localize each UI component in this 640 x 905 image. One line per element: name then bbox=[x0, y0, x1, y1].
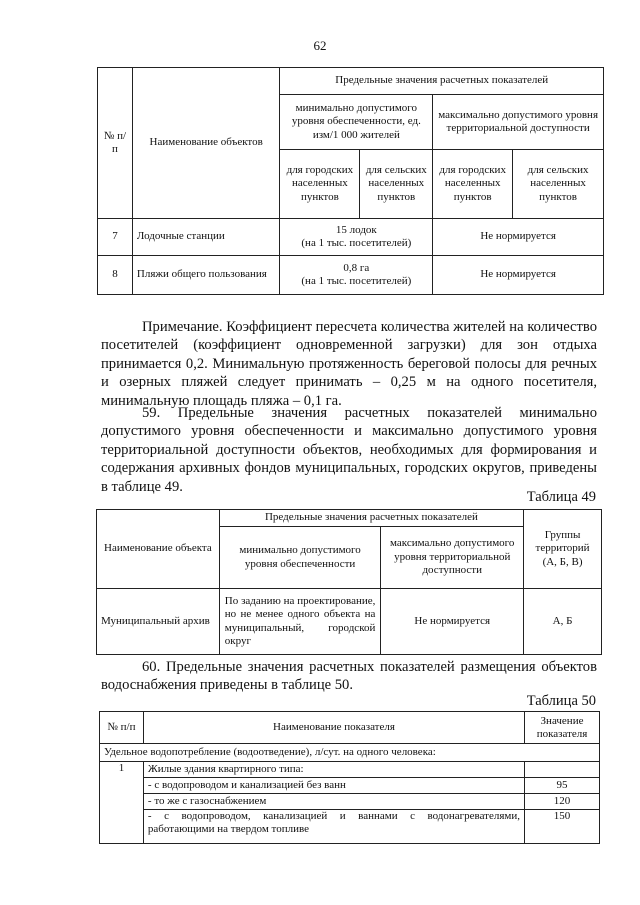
item-value bbox=[525, 762, 600, 778]
table-row bbox=[100, 778, 600, 794]
note-paragraph: Примечание. Коэффициент пересчета количества жителей на количество посетителей (коэффициент одновременной загрузки) для зон отдыха принимается 0,2. Минимальную протяженность береговой полосы для речных и озерных пляжей следует принимать – 0,25 м на одного посетителя, минимальную площадь пляжа – 0,1 га. bbox=[101, 319, 597, 409]
row-min-value-line2: (на 1 тыс. посетителей) bbox=[301, 237, 412, 249]
header-rural-2: для сельских населенных пунктов bbox=[513, 150, 604, 219]
archive-table-49 bbox=[96, 509, 602, 655]
header-number: № п/п bbox=[100, 712, 144, 744]
page-number: 62 bbox=[313, 38, 327, 53]
table-row bbox=[98, 256, 604, 295]
table-row bbox=[97, 589, 602, 655]
table-49-caption: Таблица 49 bbox=[526, 489, 596, 505]
row-number: 7 bbox=[98, 219, 133, 256]
row-min-value-line1: 0,8 га bbox=[343, 261, 370, 274]
row-max-value: Не нормируется bbox=[433, 256, 604, 295]
row-object-name: Пляжи общего пользования bbox=[132, 256, 280, 295]
table-row bbox=[98, 219, 604, 256]
row-object-name: Муниципальный архив bbox=[97, 589, 220, 655]
header-territory-groups: Группы территорий (А, Б, В) bbox=[524, 510, 602, 589]
header-urban-2: для городских населенных пунктов bbox=[433, 150, 513, 219]
water-supply-table-50 bbox=[99, 711, 600, 844]
row-max-value: Не нормируется bbox=[433, 219, 604, 256]
header-object-name: Наименование объекта bbox=[97, 510, 220, 589]
header-min-provision: минимально допустимого уровня обеспеченности bbox=[219, 527, 381, 589]
paragraph-59: 59. Предельные значения расчетных показателей минимально допустимого уровня обеспеченности и максимально допустимого уровня территориальной доступности объектов, необходимых для формирования и содержания архивных фондов муниципальных, городских округов, приведены в таблице 49. bbox=[101, 405, 597, 495]
header-number: № п/п bbox=[98, 68, 133, 219]
header-indicator-name: Наименование показателя bbox=[143, 712, 524, 744]
paragraph-60: 60. Предельные значения расчетных показателей размещения объектов водоснабжения приведены в таблице 50. bbox=[101, 659, 597, 694]
row-min-value: По заданию на проектирование, но не менее одного объекта на муниципальный, городской округ bbox=[219, 589, 381, 655]
row-number: 8 bbox=[98, 256, 133, 295]
row-indicator-name: - с водопроводом, канализацией и ваннами с водонагревателями, работающими на твердом топливе bbox=[143, 810, 524, 844]
header-limit-values: Предельные значения расчетных показателей bbox=[219, 510, 523, 527]
row-indicator-name: - то же с газоснабжением bbox=[143, 794, 524, 810]
row-indicator-value: 95 bbox=[525, 778, 600, 794]
row-min-value-line1: 15 лодок bbox=[335, 223, 377, 236]
table-row bbox=[100, 794, 600, 810]
section-row: Удельное водопотребление (водоотведение), л/сут. на одного человека: bbox=[100, 744, 600, 762]
table-row bbox=[100, 810, 600, 844]
recreation-objects-table bbox=[97, 67, 604, 295]
row-min-value bbox=[280, 256, 433, 295]
header-max-accessibility: максимально допустимого уровня территориальной доступности bbox=[433, 95, 604, 150]
header-min-provision: минимально допустимого уровня обеспеченности, ед. изм/1 000 жителей bbox=[280, 95, 433, 150]
table-50-caption: Таблица 50 bbox=[526, 693, 596, 709]
header-object-name: Наименование объектов bbox=[132, 68, 280, 219]
row-territory-groups: А, Б bbox=[524, 589, 602, 655]
row-indicator-value: 120 bbox=[525, 794, 600, 810]
row-indicator-value: 150 bbox=[525, 810, 600, 844]
row-object-name: Лодочные станции bbox=[132, 219, 280, 256]
item-name: Жилые здания квартирного типа: bbox=[143, 762, 524, 778]
row-max-value: Не нормируется bbox=[381, 589, 524, 655]
header-indicator-value: Значение показателя bbox=[525, 712, 600, 744]
row-min-value-line2: (на 1 тыс. посетителей) bbox=[301, 275, 412, 287]
item-number: 1 bbox=[100, 762, 144, 844]
header-urban-1: для городских населенных пунктов bbox=[280, 150, 360, 219]
row-min-value bbox=[280, 219, 433, 256]
header-max-accessibility: максимально допустимого уровня территориальной доступности bbox=[381, 527, 524, 589]
header-rural-1: для сельских населенных пунктов bbox=[360, 150, 433, 219]
table-row bbox=[100, 762, 600, 778]
header-limit-values: Предельные значения расчетных показателей bbox=[280, 68, 604, 95]
row-indicator-name: - с водопроводом и канализацией без ванн bbox=[143, 778, 524, 794]
